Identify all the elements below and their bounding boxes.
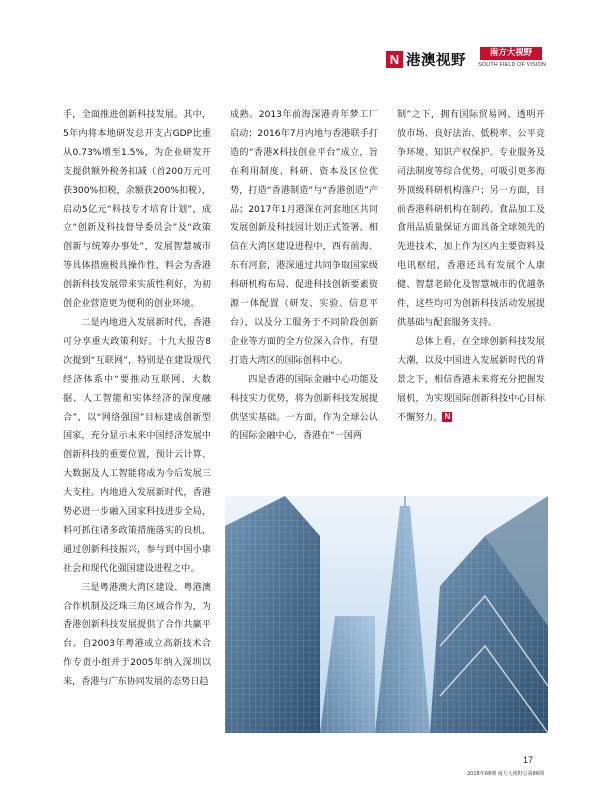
text-column-3 xyxy=(397,106,545,427)
paragraph: 四是香港的国际金融中心功能及科技实力优势，将为创新科技发展提供坚实基础。一方面，作为全球公认的国际金融中心，香港在“一国两 xyxy=(230,374,378,442)
section-tag: 南方大视野 xyxy=(480,47,542,60)
page-number: 17 xyxy=(523,755,534,765)
paragraph: 成熟。2013年前海深港青年梦工厂启动；2016年7月内地与香港联手打造的“香港X科技创业平台”成立，旨在利用制度、科研、资本及区位优势，打造“香港制造”与“香港创造”产品；2017年1月港深在河套地区共同发展创新及科技园计划正式签署。相信在大湾区建设进程中，西有前海、东有河套，港深通过共同争取国家级科研机构布局、促进科技创新要素资源一体配置（研发、实验、信息平台），以及分工服务于不同阶段创新企业等方面的全方位深入合作，有望打造大湾区的国际创科中心。 xyxy=(230,110,378,366)
paragraph: 制”之下，拥有国际贸易网、透明开放市场、良好法治、低税率、公平竞争环境、知识产权保护、专业服务及司法制度等综合优势，可吸引更多海外顶级科研机构落户；另一方面，目前香港科研机构在制药、食品加工及食用品质量保证方面具备全球领先的先进技术，加上作为区内主要资料及电讯枢纽，香港还具有发展个人康健、智慧老龄化及智慧城市的优越条件，这些均可为创新科技活动发展提供基础与配套服务支持。 xyxy=(397,110,545,328)
end-of-article-icon: N xyxy=(442,412,452,422)
section-tag-english: SOUTH FIELD OF VISION xyxy=(478,62,546,68)
paragraph xyxy=(397,333,545,428)
paragraph: 三是粤港澳大湾区建设、粤港澳合作机制及泛珠三角区域合作为，为香港创新科技发展提供了合作共赢平台。自2003年粤港成立高新技术合作专责小组并于2005年纳入深圳以来，香港与广东协同发展的态势日趋 xyxy=(63,582,211,688)
issue-info: 2018年09期 南方大视野总第86期 xyxy=(467,771,545,777)
text-column-1 xyxy=(63,106,211,692)
brand-title: 港澳视野 xyxy=(406,53,466,69)
paragraph-text: 总体上看，在全球创新科技发展大潮，以及中国进入发展新时代的背景之下，相信香港未来将充分把握发展机，为实现国际创新科技中心目标不懈努力。 xyxy=(397,336,545,423)
brand-logo-icon: N xyxy=(386,51,403,68)
paragraph: 手，全面推进创新科技发展。其中，5年内将本地研发总开支占GDP比重从0.73%增至1.5%，为企业研发开支提供额外税务扣减（首200万元可获300%扣税，余额获200%扣税），启动5亿元“科技专才培育计划”，成立“创新及科技督导委员会”及“政策创新与统筹办事处”，发展智慧城市等具体措施极具操作性，料会为香港创新科技发展带来实质性利好，为初创企业营造更为便利的创业环境。 xyxy=(63,110,211,310)
text-column-2 xyxy=(230,106,378,446)
skyscraper-photo xyxy=(225,496,548,733)
skyscraper-illustration xyxy=(225,496,548,733)
magazine-brand xyxy=(386,46,546,74)
paragraph: 二是内地进入发展新时代，香港可分享重大政策利好。十九大报告8次提到“互联网”，特别是在建设现代经济体系中“要推动互联网、大数据、人工智能和实体经济的深度融合”，以“网络强国”目标建成创新型国家，充分显示未来中国经济发展中创新科技的重要位置，预计云计算、大数据及人工智能将成为今后发展三大支柱。内地进入发展新时代，香港势必进一步融入国家科技进步全局，料可抓住诸多政策措施落实的良机，通过创新科技振兴，参与到中国小康社会和现代化强国建设进程之中。 xyxy=(63,317,211,574)
